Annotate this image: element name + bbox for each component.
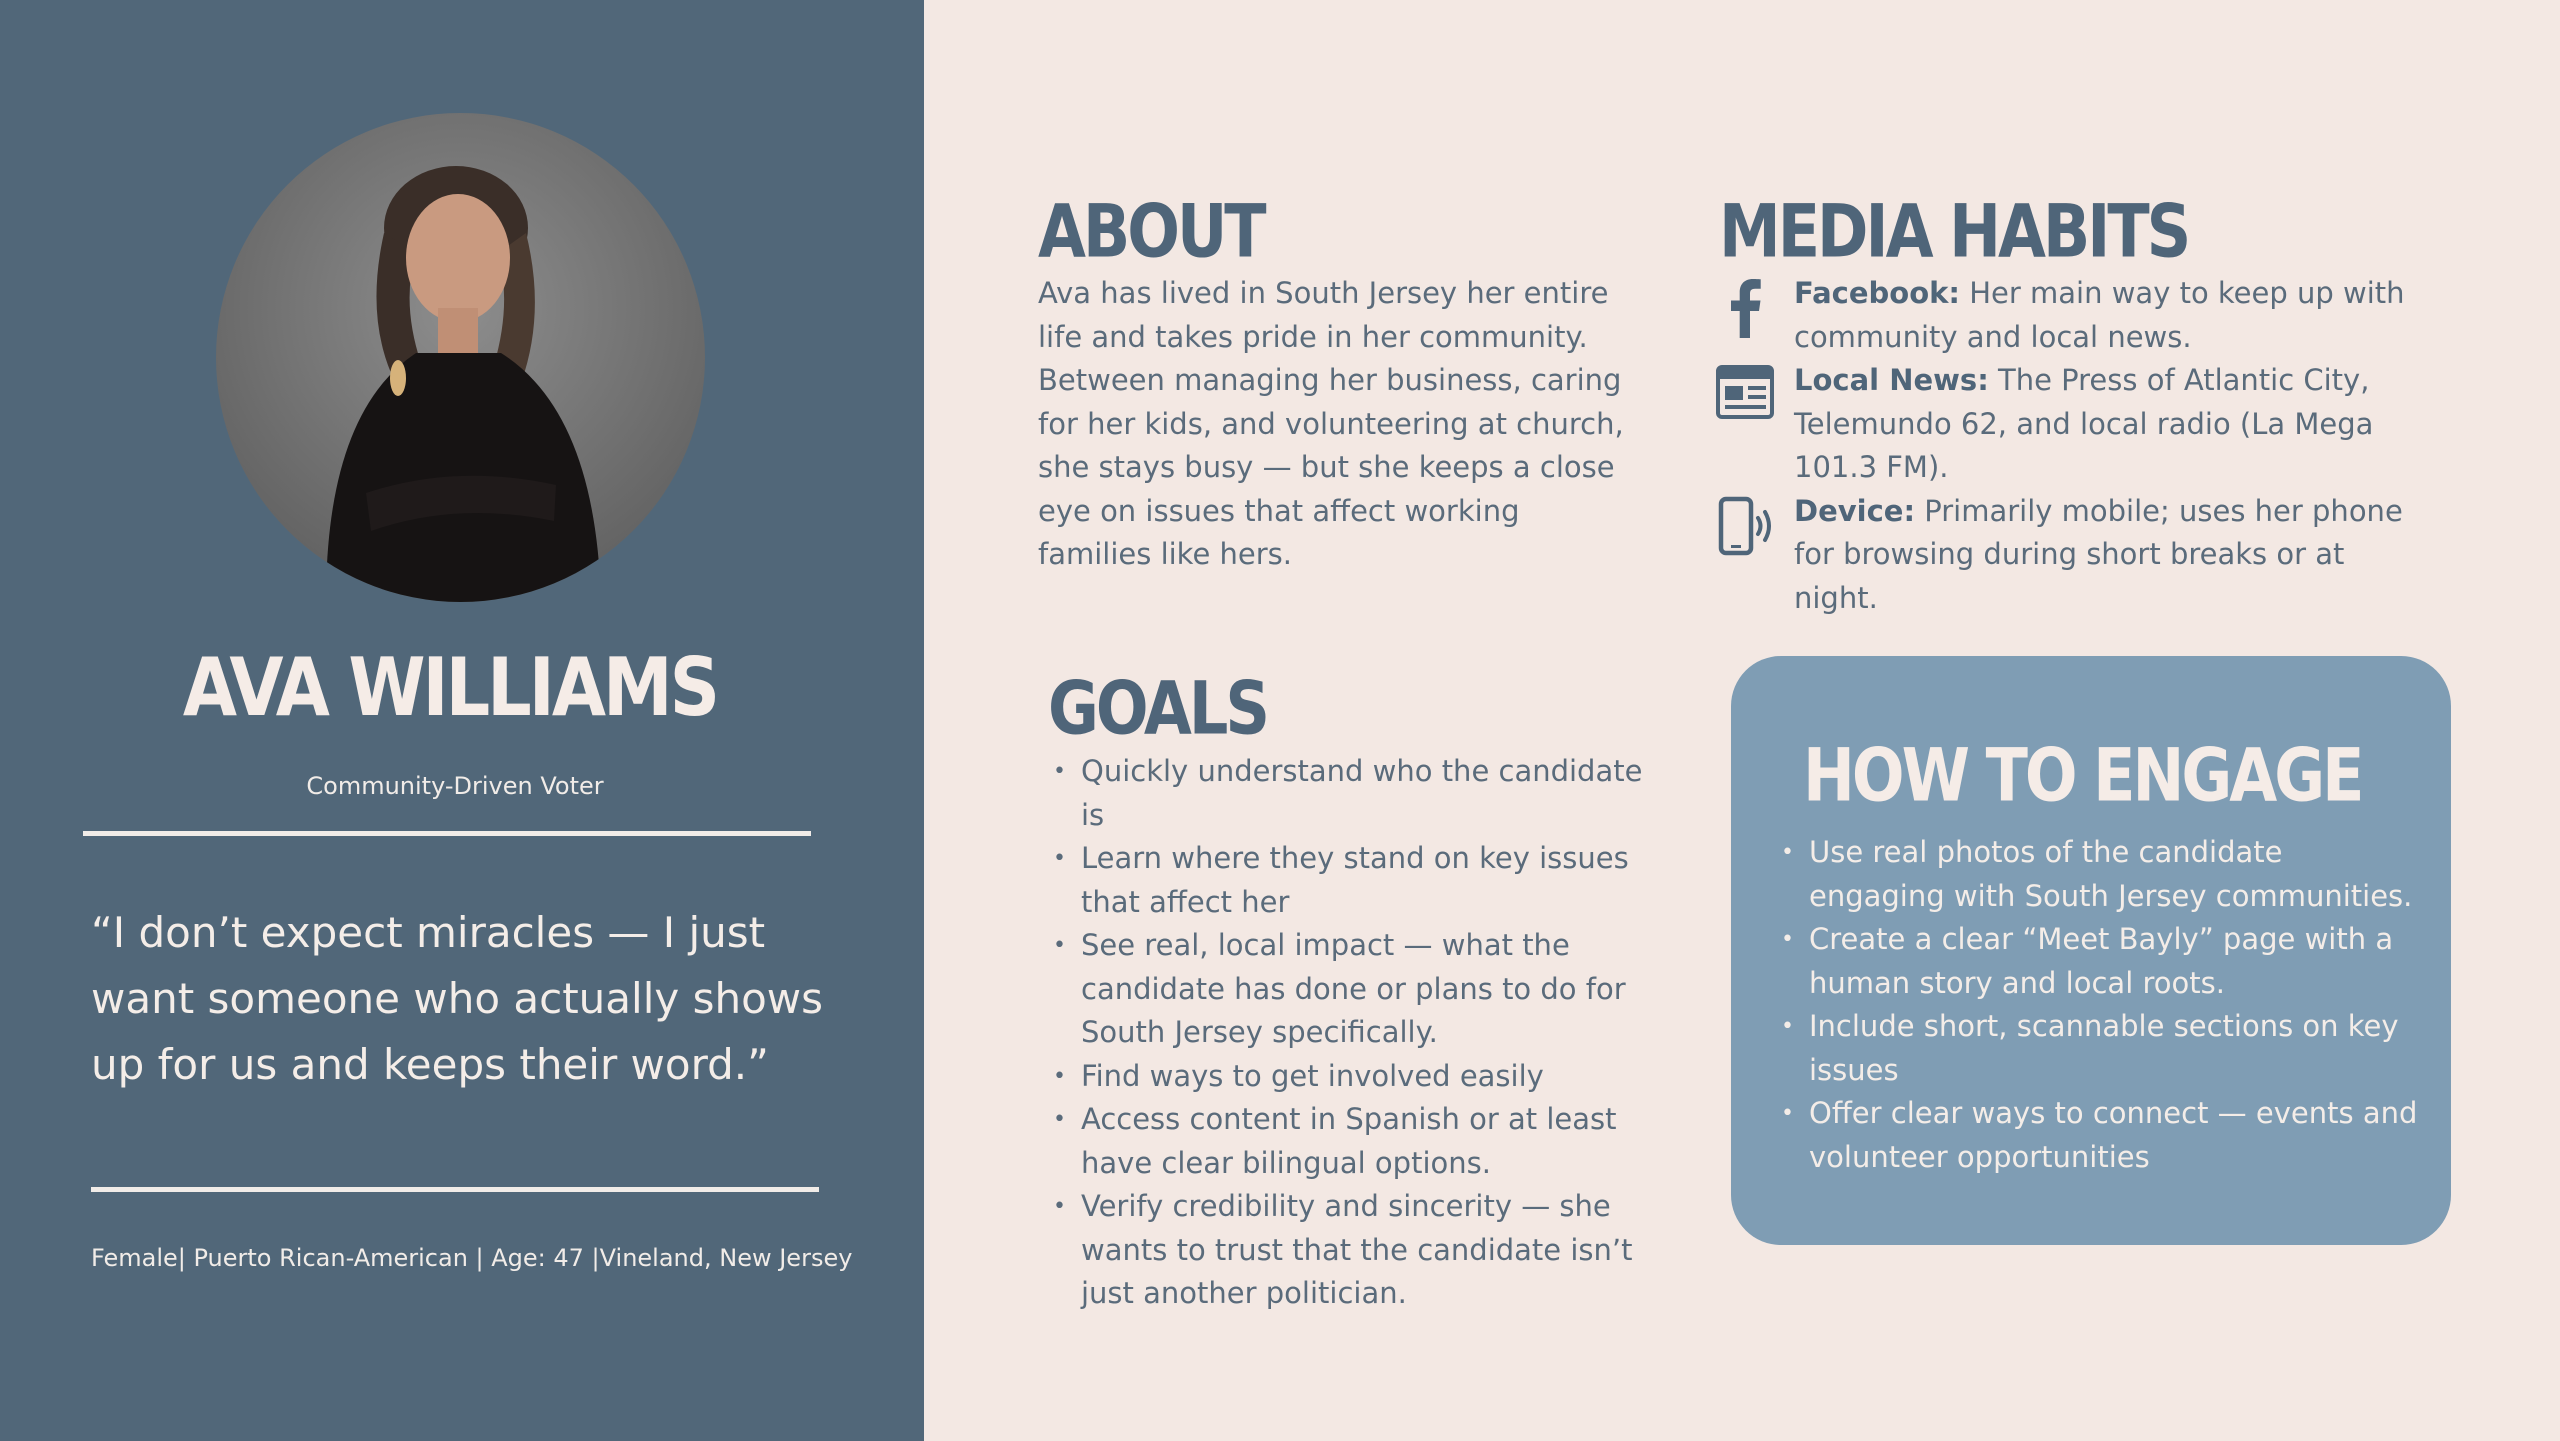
portrait-illustration bbox=[216, 113, 705, 602]
how-to-engage-heading: HOW TO ENGAGE bbox=[1803, 732, 2362, 819]
media-habit-device bbox=[1712, 490, 2432, 621]
facebook-icon bbox=[1712, 272, 1778, 338]
persona-sidebar bbox=[0, 0, 924, 1441]
how-to-engage-list bbox=[1778, 831, 2418, 1179]
media-habit-label: Local News: bbox=[1794, 363, 1989, 397]
persona-demographics: Female| Puerto Rican-American | Age: 47 |Vineland, New Jersey bbox=[91, 1244, 853, 1272]
engage-item: • Offer clear ways to connect — events and volunteer opportunities bbox=[1778, 1092, 2418, 1179]
persona-quote: “I don’t expect miracles — I just want someone who actually shows up for us and keeps their word.” bbox=[91, 908, 824, 1089]
goal-item: • Access content in Spanish or at least have clear bilingual options. bbox=[1050, 1098, 1670, 1185]
mobile-phone-icon bbox=[1712, 490, 1778, 556]
goal-item: • Learn where they stand on key issues that affect her bbox=[1050, 837, 1670, 924]
divider-bottom bbox=[91, 1187, 819, 1192]
goals-heading: GOALS bbox=[1048, 665, 1268, 752]
goal-item: • Verify credibility and sincerity — she wants to trust that the candidate isn’t just another politician. bbox=[1050, 1185, 1670, 1316]
goals-list bbox=[1050, 750, 1670, 1316]
media-habits-list bbox=[1712, 272, 2432, 620]
persona-portrait bbox=[216, 113, 705, 602]
media-habit-facebook bbox=[1712, 272, 2432, 359]
engage-item: • Create a clear “Meet Bayly” page with a human story and local roots. bbox=[1778, 918, 2418, 1005]
goal-item: • See real, local impact — what the candidate has done or plans to do for South Jersey specifically. bbox=[1050, 924, 1670, 1055]
persona-name: AVA WILLIAMS bbox=[182, 640, 718, 735]
media-habit-label: Facebook: bbox=[1794, 276, 1961, 310]
engage-item: • Use real photos of the candidate engaging with South Jersey communities. bbox=[1778, 831, 2418, 918]
newspaper-icon bbox=[1712, 359, 1778, 425]
how-to-engage-card bbox=[1731, 656, 2451, 1245]
media-habit-text: Her main way to keep up with community and local news. bbox=[1794, 276, 2405, 354]
divider-top bbox=[83, 831, 811, 836]
media-habit-label: Device: bbox=[1794, 493, 1916, 528]
media-habit-text: The Press of Atlantic City, Telemundo 62, and local radio (La Mega 101.3 FM). bbox=[1794, 363, 2374, 484]
media-habit-text: Primarily mobile; uses her phone for browsing during short breaks or at night. bbox=[1794, 493, 2403, 615]
engage-item: • Include short, scannable sections on key issues bbox=[1778, 1005, 2418, 1092]
persona-role: Community-Driven Voter bbox=[306, 772, 604, 800]
about-text: Ava has lived in South Jersey her entire life and takes pride in her community. Between managing her business, caring for her kids, and volunteering at church, she stays busy — but she keeps a close eye on issues that affect working families like hers. bbox=[1038, 276, 1624, 571]
about-heading: ABOUT bbox=[1038, 188, 1264, 275]
goal-item: • Find ways to get involved easily bbox=[1050, 1055, 1670, 1099]
media-habits-heading: MEDIA HABITS bbox=[1719, 188, 2189, 275]
media-habit-local-news bbox=[1712, 359, 2432, 490]
goal-item: • Quickly understand who the candidate is bbox=[1050, 750, 1670, 837]
